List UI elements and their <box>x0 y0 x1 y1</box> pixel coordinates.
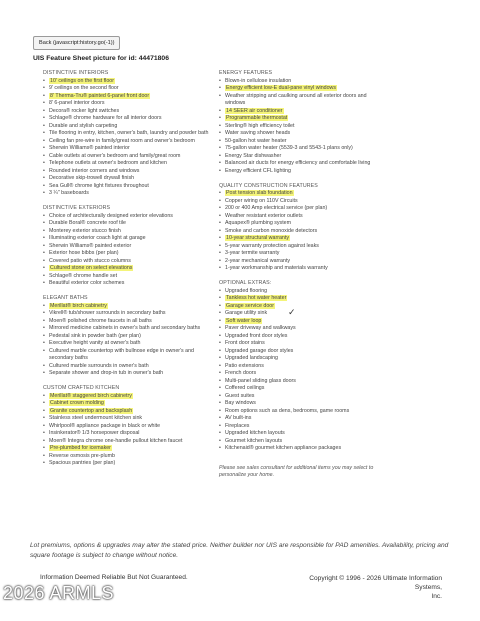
feature-text: 8' Therma-Tru® painted 6-panel front door <box>50 92 150 99</box>
list-item <box>219 265 389 273</box>
feature-text: Garage utility sink <box>225 310 268 316</box>
feature-text: Separate shower and drop-in tub in owner's bath <box>49 370 164 376</box>
feature-text: Post tension slab foundation <box>226 190 293 196</box>
list-item <box>219 85 389 93</box>
list-item <box>43 183 213 191</box>
feature-text: Tile flooring in entry, kitchen, owner's bath, laundry and powder bath <box>49 130 209 136</box>
feature-text: Moen® Integra chrome one-handle pullout kitchen faucet <box>49 437 183 444</box>
list-item <box>219 115 389 123</box>
feature-text: Sea Gull® chrome light fixtures throughout <box>49 182 149 189</box>
list-item <box>43 115 213 123</box>
feature-text: Monterey exterior stucco finish <box>49 227 121 234</box>
section-gap <box>43 378 213 386</box>
section-heading: QUALITY CONSTRUCTION FEATURES <box>219 182 318 189</box>
list-item <box>219 138 389 146</box>
list-item <box>219 190 389 198</box>
list-item <box>43 430 213 438</box>
feature-text: 50-gallon hot water heater <box>225 137 287 144</box>
list-item <box>43 250 213 258</box>
checkmark-annotation: ✓ <box>288 307 296 317</box>
feature-text: 9' ceilings on the second floor <box>49 85 119 91</box>
feature-text: Soft water loop <box>226 317 262 324</box>
feature-text: 10-year structural warranty <box>226 235 289 241</box>
feature-text: Paver driveway and walkways <box>225 325 296 331</box>
list-item <box>43 190 213 198</box>
feature-text: Mirrored medicine cabinets in owner's bath and secondary baths <box>49 325 201 331</box>
feature-text: 3-year termite warranty <box>225 250 280 256</box>
feature-text: Weather stripping and caulking around all exterior doors and <box>225 92 367 99</box>
feature-text: Garage service door <box>226 302 274 309</box>
feature-text: Upgraded flooring <box>225 287 268 294</box>
section-gap <box>43 198 213 206</box>
list-item <box>43 160 213 168</box>
feature-list <box>219 288 389 453</box>
list-item <box>43 213 213 221</box>
feature-text: Kitchenaid® gourmet kitchen appliance packages <box>225 445 342 451</box>
list-item <box>219 220 389 228</box>
feature-list <box>43 78 213 198</box>
list-item <box>43 453 213 461</box>
list-item <box>219 393 389 401</box>
list-item <box>43 243 213 251</box>
feature-text: Illuminating exterior coach light at garage <box>49 235 146 241</box>
feature-text: Front door stains <box>225 340 265 346</box>
list-item <box>219 198 389 206</box>
feature-text: Decorative skip-trowell drywall finish <box>49 175 135 181</box>
list-item <box>43 100 213 108</box>
list-item <box>219 108 389 116</box>
feature-text: Energy efficient low-E dual-pane vinyl windows <box>226 85 337 91</box>
section-heading: ELEGANT BATHS <box>43 295 88 301</box>
feature-text: Copper wiring on 110V Circuits <box>225 197 298 204</box>
feature-text: Spacious pantries (per plan) <box>49 460 116 466</box>
feature-text: Ceiling fan pre-wire in family/great room and owner's bedroom <box>49 137 195 144</box>
list-item <box>43 445 213 453</box>
feature-text: Executive height vanity at owner's bath <box>49 340 141 346</box>
feature-text: AV built-ins <box>225 415 252 421</box>
feature-text: Stainless steel undermount kitchen sink <box>49 415 143 421</box>
list-item <box>43 393 213 401</box>
list-item <box>43 273 213 281</box>
footer-disclaimer: Information Deemed Reliable But Not Guaranteed. <box>40 574 188 581</box>
feature-list <box>219 78 389 176</box>
feature-text: Energy efficient CFL lighting <box>225 167 291 174</box>
list-item <box>219 130 389 138</box>
list-item <box>43 408 213 416</box>
footer-copyright <box>284 574 442 601</box>
feature-text: Sterling® high efficiency toilet <box>225 122 295 129</box>
feature-text: Cultured stone on select elevations <box>50 265 133 271</box>
feature-text: Energy Star dishwasher <box>225 152 282 159</box>
list-item <box>219 340 389 348</box>
feature-text: French doors <box>225 370 257 376</box>
feature-text: Upgraded landscaping <box>225 355 279 361</box>
feature-text: 10' ceilings on the first floor <box>50 77 115 84</box>
list-item <box>43 85 213 93</box>
list-item <box>219 288 389 296</box>
feature-text: Choice of architecturally designed exterior elevations <box>49 212 173 219</box>
feature-text: Merillat® birch cabinetry <box>50 302 107 309</box>
list-item <box>43 168 213 176</box>
feature-text: Rounded interior corners and windows <box>49 167 140 174</box>
copyright-line: Inc. <box>431 593 442 600</box>
feature-text: Schlage® chrome hardware for all interior doors <box>49 115 162 121</box>
left-column <box>43 70 213 468</box>
feature-text: Smoke and carbon monoxide detectors <box>225 227 318 234</box>
list-item <box>43 175 213 183</box>
list-item <box>219 408 389 416</box>
list-item <box>219 78 389 86</box>
section-heading: ENERGY FEATURES <box>219 70 273 76</box>
feature-text: Aquapex® plumbing system <box>225 220 292 226</box>
disclaimer: Lot premiums, options & upgrades may alter the stated price. Neither builder nor UIS are responsible for PAD amenities. Availability, pricing and square footage is subject to change without notice. <box>30 542 449 559</box>
section-heading: OPTIONAL EXTRAS: <box>219 280 272 286</box>
feature-list <box>43 303 213 378</box>
feature-text: Gourmet kitchen layouts <box>225 437 283 444</box>
feature-list <box>43 213 213 288</box>
list-item <box>219 123 389 131</box>
section-gap <box>219 273 389 281</box>
feature-text: Decora® rocker light switches <box>49 107 120 114</box>
feature-text: Upgraded front door styles <box>225 332 288 339</box>
list-item <box>219 438 389 446</box>
list-item <box>219 370 389 378</box>
feature-text: Durable and stylish carpeting <box>49 122 118 129</box>
list-item <box>219 93 389 101</box>
list-item <box>43 363 213 371</box>
feature-text: Merillat® staggered birch cabinetry <box>50 392 132 399</box>
list-item <box>219 415 389 423</box>
list-item <box>219 295 389 303</box>
list-item <box>219 325 389 333</box>
list-item <box>219 145 389 153</box>
feature-text: 5-year warranty protection against leaks <box>225 242 319 249</box>
feature-text: Water saving shower heads <box>225 130 291 136</box>
feature-text: Reverse osmosis pre-plumb <box>49 452 115 459</box>
list-item <box>43 423 213 431</box>
list-item <box>219 430 389 438</box>
list-item <box>43 460 213 468</box>
list-item <box>43 310 213 318</box>
feature-text: Upgraded garage door styles <box>225 347 294 354</box>
section-gap <box>43 288 213 296</box>
feature-text: Patio extensions <box>225 362 264 369</box>
list-item <box>219 235 389 243</box>
feature-text: Programmable thermostat <box>226 115 288 121</box>
list-item <box>43 123 213 131</box>
feature-text: Exterior hose bibbs (per plan) <box>49 250 119 256</box>
list-item <box>219 445 389 453</box>
list-item <box>219 423 389 431</box>
feature-text: Pre-plumbed for icemaker <box>50 445 111 451</box>
list-item <box>219 100 389 108</box>
back-button[interactable]: Back (javascript:history.go(-1)) <box>33 36 120 50</box>
feature-text: Bay windows <box>225 400 256 406</box>
list-item <box>43 303 213 311</box>
sales-note: Please see sales consultant for additional items you may select to personalize your home. <box>219 464 374 478</box>
list-item <box>43 280 213 288</box>
list-item <box>43 258 213 266</box>
feature-text: Sherwin Williams® painted interior <box>49 145 130 151</box>
list-item <box>43 235 213 243</box>
list-item <box>43 340 213 348</box>
list-item <box>43 318 213 326</box>
feature-text: 8' 6-panel interior doors <box>49 100 105 106</box>
list-item <box>219 310 389 318</box>
feature-text: Guest suites <box>225 392 255 399</box>
list-item <box>219 363 389 371</box>
list-item <box>219 318 389 326</box>
feature-text: Weather resistant exterior outlets <box>225 212 303 219</box>
feature-text: Pedestal sink in powder bath (per plan) <box>49 332 141 339</box>
list-item <box>43 438 213 446</box>
copyright-line: Copyright © 1996 - 2026 Ultimate Information Systems, <box>309 575 442 591</box>
list-item <box>43 355 213 363</box>
list-item <box>43 153 213 161</box>
feature-text: Telephone outlets at owner's bedroom and kitchen <box>49 160 167 166</box>
list-item <box>43 145 213 153</box>
feature-text: Schlage® chrome handle set <box>49 272 118 279</box>
feature-text: Insinkerator® 1/3 horsepower disposal <box>49 430 140 436</box>
list-item <box>219 213 389 221</box>
list-item <box>43 370 213 378</box>
list-item <box>219 205 389 213</box>
list-item <box>43 130 213 138</box>
list-item <box>219 258 389 266</box>
feature-text: Fireplaces <box>225 422 250 429</box>
list-item <box>43 415 213 423</box>
list-item <box>219 243 389 251</box>
feature-text: Room options such as dens, bedrooms, game rooms <box>225 407 350 414</box>
feature-text: windows <box>225 100 246 106</box>
list-item <box>219 348 389 356</box>
section-heading: DISTINCTIVE INTERIORS <box>43 70 109 76</box>
list-item <box>219 160 389 168</box>
feature-text: Blown-in cellulose insulation <box>225 77 292 84</box>
list-item <box>43 228 213 236</box>
list-item <box>43 78 213 86</box>
feature-text: Moen® polished chrome faucets in all baths <box>49 317 152 324</box>
feature-text: Cabinet crown molding <box>50 400 104 406</box>
feature-text: Cultured marble countertop with bullnose edge in owner's and <box>49 347 194 354</box>
list-item <box>219 303 389 311</box>
list-item <box>43 325 213 333</box>
feature-text: Tankless hot water heater <box>226 295 287 301</box>
section-heading: DISTINCTIVE EXTERIORS <box>43 205 111 211</box>
feature-text: Upgraded kitchen layouts <box>225 430 285 436</box>
list-item <box>43 220 213 228</box>
list-item <box>43 108 213 116</box>
feature-text: 14 SEER air conditioner <box>226 107 283 114</box>
feature-text: Granite countertop and backsplash <box>50 407 133 414</box>
feature-text: Vikrell® tub/shower surrounds in secondary baths <box>49 310 166 316</box>
feature-text: Sherwin Williams® painted exterior <box>49 242 132 249</box>
feature-text: Multi-panel sliding glass doors <box>225 377 296 384</box>
list-item <box>219 153 389 161</box>
list-item <box>219 355 389 363</box>
feature-text: 75-gallon water heater (5539-3 and 5543-1 plans only) <box>225 145 353 151</box>
list-item <box>43 333 213 341</box>
feature-list <box>43 393 213 468</box>
section-gap <box>219 175 389 183</box>
list-item <box>219 228 389 236</box>
page-title: UIS Feature Sheet picture for id: 44471806 <box>33 55 169 62</box>
list-item <box>219 250 389 258</box>
right-column <box>219 70 389 479</box>
list-item <box>219 378 389 386</box>
list-item <box>43 138 213 146</box>
list-item <box>219 168 389 176</box>
feature-text: Balanced air ducts for energy efficiency and comfortable living <box>225 160 371 166</box>
list-item <box>43 400 213 408</box>
feature-text: Whirlpool® appliance package in black or white <box>49 422 161 429</box>
list-item <box>219 385 389 393</box>
feature-text: Cultured marble surrounds in owner's bath <box>49 362 149 369</box>
feature-text: secondary baths <box>49 355 88 361</box>
feature-text: Durable Boral® concrete roof tile <box>49 220 126 226</box>
list-item <box>219 400 389 408</box>
watermark: 2026 ARMLS <box>3 583 115 603</box>
feature-text: 200 or 400 Amp electrical service (per plan) <box>225 205 328 211</box>
feature-text: Cable outlets at owner's bedroom and family/great room <box>49 152 181 159</box>
list-item <box>43 265 213 273</box>
section-heading: CUSTOM CRAFTED KITCHEN <box>43 385 120 391</box>
feature-text: Covered patio with stucco columns <box>49 257 131 264</box>
feature-text: 1-year workmanship and materials warranty <box>225 265 328 271</box>
feature-text: Coffered ceilings <box>225 385 265 391</box>
feature-text: 3 ¼" baseboards <box>49 190 89 196</box>
feature-text: 2-year mechanical warranty <box>225 257 291 264</box>
feature-list <box>219 190 389 273</box>
list-item <box>43 93 213 101</box>
list-item <box>43 348 213 356</box>
list-item <box>219 333 389 341</box>
feature-text: Beautiful exterior color schemes <box>49 280 125 286</box>
